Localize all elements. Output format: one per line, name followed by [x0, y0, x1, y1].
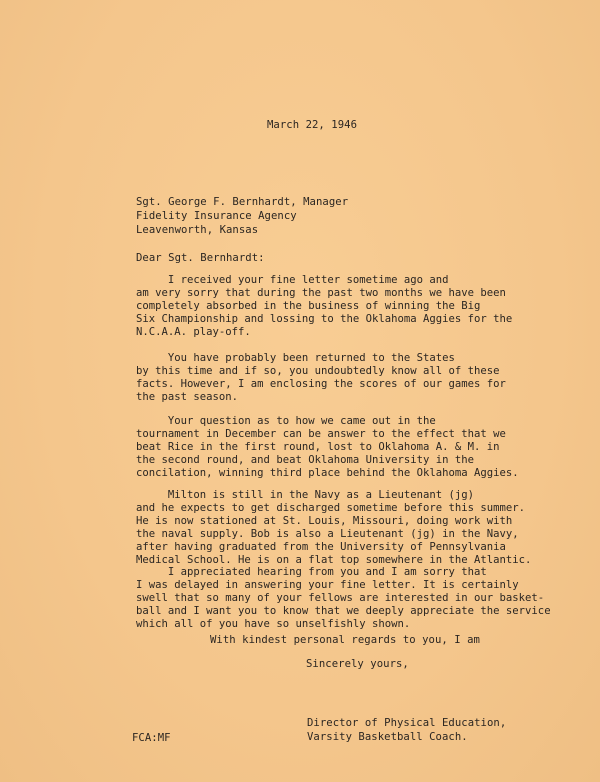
body-line: the second round, and beat Oklahoma University in the — [136, 454, 475, 466]
body-line: by this time and if so, you undoubtedly know all of these — [136, 365, 500, 377]
body-line: You have probably been returned to the States — [136, 352, 455, 364]
body-line: and he expects to get discharged sometime before this summer. — [136, 502, 526, 514]
closing: Sincerely yours, — [306, 658, 409, 670]
body-line: tournament in December can be answer to the effect that we — [136, 428, 506, 440]
body-line: facts. However, I am enclosing the scores of our games for — [136, 378, 506, 390]
body-line: the naval supply. Bob is also a Lieutenant (jg) in the Navy, — [136, 528, 519, 540]
body-line: Milton is still in the Navy as a Lieutenant (jg) — [136, 489, 475, 501]
body-line: N.C.A.A. play-off. — [136, 326, 251, 338]
body-line: the past season. — [136, 391, 239, 403]
body-line: am very sorry that during the past two months we have been — [136, 287, 506, 299]
body-line: beat Rice in the first round, lost to Oklahoma A. & M. in — [136, 441, 500, 453]
body-line: I appreciated hearing from you and I am sorry that — [136, 566, 487, 578]
body-line: Medical School. He is on a flat top somewhere in the Atlantic. — [136, 554, 532, 566]
body-paragraph — [136, 489, 531, 567]
salutation: Dear Sgt. Bernhardt: — [136, 252, 265, 264]
body-line: He is now stationed at St. Louis, Missouri, doing work with — [136, 515, 513, 527]
body-line: after having graduated from the University of Pennsylvania — [136, 541, 506, 553]
recipient-line-3: Leavenworth, Kansas — [136, 224, 259, 236]
signature-title-line-1: Director of Physical Education, — [307, 717, 507, 729]
body-paragraph — [136, 415, 519, 480]
recipient-line-1: Sgt. George F. Bernhardt, Manager — [136, 196, 349, 208]
reference-initials: FCA:MF — [132, 732, 171, 744]
body-paragraph — [136, 566, 551, 631]
signature-title-line-2: Varsity Basketball Coach. — [307, 731, 468, 743]
body-line: ball and I want you to know that we deeply appreciate the service — [136, 605, 551, 617]
body-line: Your question as to how we came out in the — [136, 415, 436, 427]
body-line: completely absorbed in the business of winning the Big — [136, 300, 481, 312]
body-line: I was delayed in answering your fine letter. It is certainly — [136, 579, 519, 591]
body-paragraph — [136, 274, 512, 339]
body-line: Six Championship and lossing to the Oklahoma Aggies for the — [136, 313, 513, 325]
body-paragraph — [136, 352, 506, 404]
closing-regards: With kindest personal regards to you, I am — [210, 634, 480, 646]
body-line: which all of you have so unselfishly shown. — [136, 618, 411, 630]
recipient-line-2: Fidelity Insurance Agency — [136, 210, 297, 222]
body-line: I received your fine letter sometime ago and — [136, 274, 449, 286]
letter-date: March 22, 1946 — [267, 119, 357, 131]
body-line: concilation, winning third place behind the Oklahoma Aggies. — [136, 467, 519, 479]
body-line: swell that so many of your fellows are interested in our basket- — [136, 592, 545, 604]
